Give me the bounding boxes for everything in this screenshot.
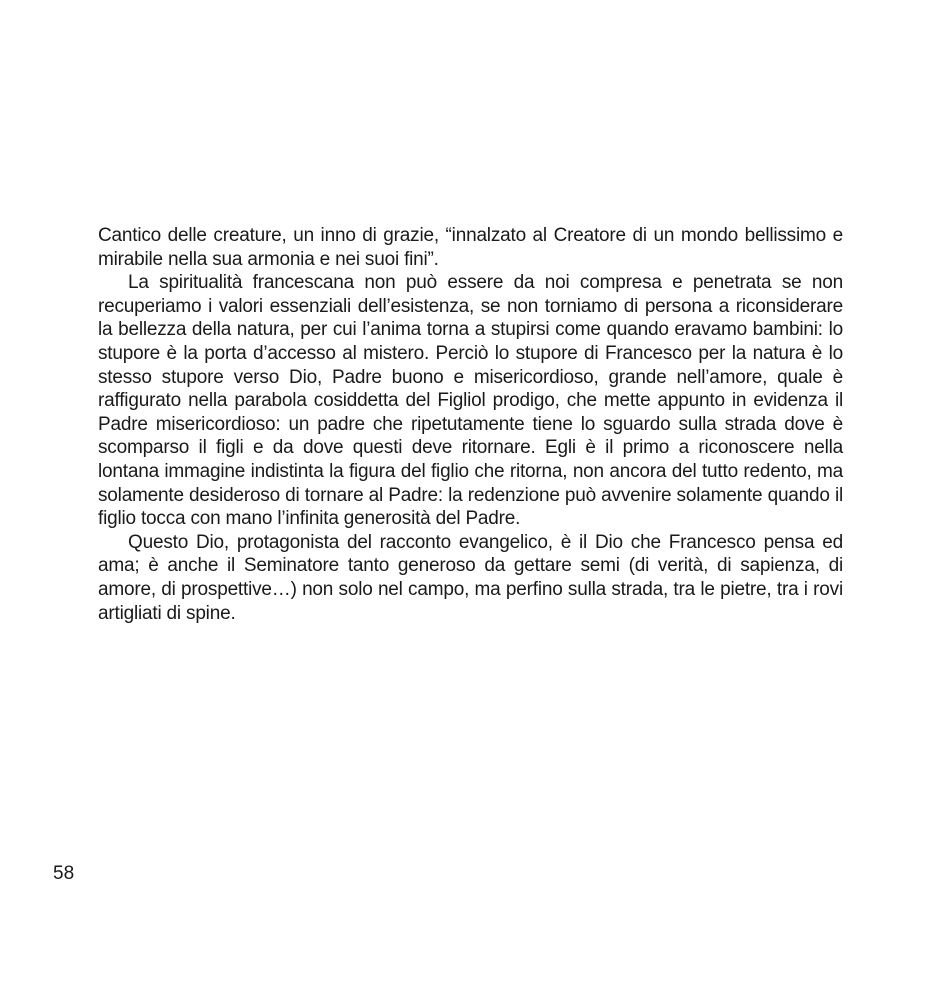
- paragraph-1: Cantico delle creature, un inno di grazie, “innalzato al Creatore di un mondo bellissimo e mirabile nella sua armonia e nei suoi fini”.: [98, 225, 843, 270]
- paragraph-2: La spiritualità francescana non può essere da noi compresa e penetrata se non recuperiamo i valori essenziali dell’esistenza, se non torniamo di persona a riconsiderare la bellezza della natura, per cui l’anima torna a stupirsi come quando eravamo bambini: lo stupore è la porta d’accesso al mistero. Perciò lo stupore di Francesco per la natura è lo stesso stupore verso Dio, Padre buono e misericordioso, grande nell’amore, quale è raffigurato nella parabola cosiddetta del Figliol prodigo, che mette appunto in evidenza il Padre misericordioso: un padre che ripetutamente tiene lo sguardo sulla strada dove è scomparso il figli e da dove questi deve ritornare. Egli è il primo a riconoscere nella lontana immagine indistinta la figura del figlio che ritorna, non ancora del tutto redento, ma solamente desideroso di tornare al Padre: la redenzione può avvenire solamente quando il figlio tocca con mano l’infinita generosità del Padre.: [98, 272, 843, 530]
- paragraph-3: Questo Dio, protagonista del racconto evangelico, è il Dio che Francesco pensa ed ama; è anche il Seminatore tanto generoso da gettare semi (di verità, di sapienza, di amore, di prospettive…) non solo nel campo, ma perfino sulla strada, tra le pietre, tra i rovi artigliati di spine.: [98, 531, 843, 624]
- body-text: [98, 224, 843, 625]
- page-number: 58: [53, 863, 75, 884]
